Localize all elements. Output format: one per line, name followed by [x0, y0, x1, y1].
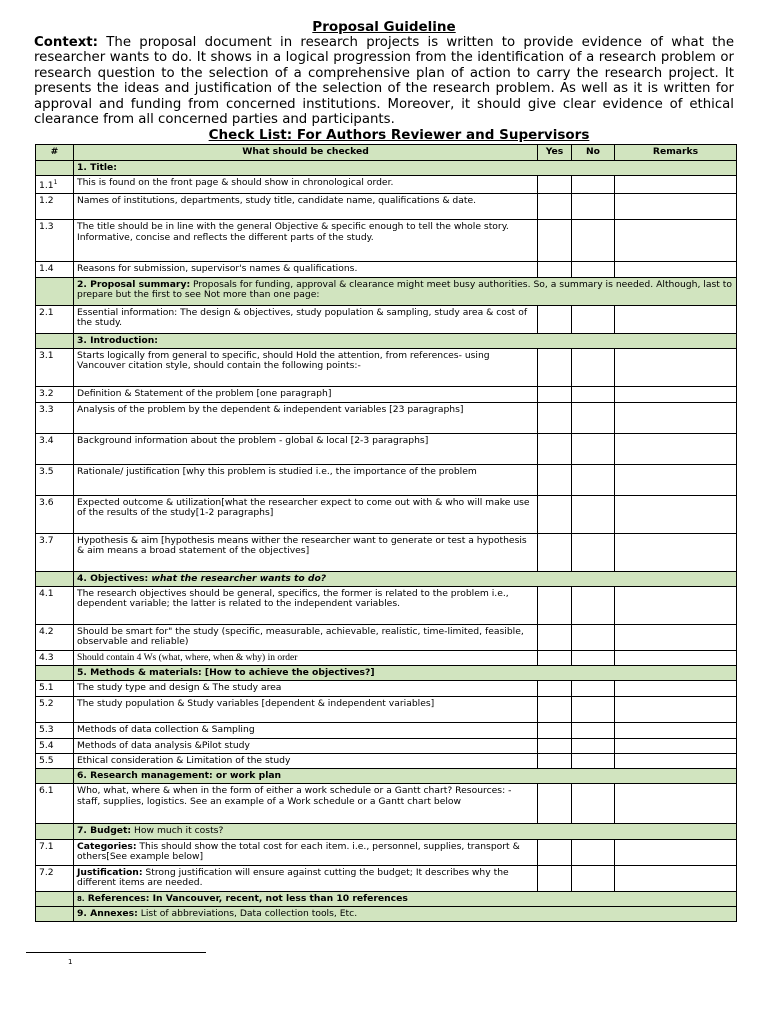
header-yes: Yes: [538, 145, 572, 161]
row-text: Rationale/ justification [why this problem is studied i.e., the importance of the problem: [74, 464, 538, 495]
row-text: Starts logically from general to specific, should Hold the attention, from references- using Vancouver citation style, should contain the following points:-: [74, 348, 538, 386]
no-cell[interactable]: [572, 194, 615, 220]
no-cell[interactable]: [572, 220, 615, 262]
no-cell[interactable]: [572, 625, 615, 651]
no-cell[interactable]: [572, 433, 615, 464]
no-cell[interactable]: [572, 533, 615, 571]
table-header-row: [36, 145, 737, 161]
table-row: [36, 305, 737, 333]
no-cell[interactable]: [572, 495, 615, 533]
section-row: [36, 666, 737, 681]
row-number: 3.7: [36, 533, 74, 571]
row-text: Ethical consideration & Limitation of the study: [74, 753, 538, 768]
yes-cell[interactable]: [538, 625, 572, 651]
no-cell[interactable]: [572, 262, 615, 277]
row-number: 2.1: [36, 305, 74, 333]
no-cell[interactable]: [572, 587, 615, 625]
table-row: [36, 784, 737, 824]
section-row: [36, 161, 737, 176]
context-label: Context:: [34, 35, 98, 50]
row-number: 7.2: [36, 865, 74, 891]
row-text: Reasons for submission, supervisor's names & qualifications.: [74, 262, 538, 277]
yes-cell[interactable]: [538, 533, 572, 571]
remarks-cell[interactable]: [615, 587, 737, 625]
row-text: The study type and design & The study area: [74, 681, 538, 697]
row-number: 4.2: [36, 625, 74, 651]
remarks-cell[interactable]: [615, 681, 737, 697]
row-number: 5.4: [36, 738, 74, 753]
row-text: Who, what, where & when in the form of either a work schedule or a Gantt chart? Resources: - staff, supplies, logistics. See an example of a Work schedule or a Gantt chart below: [74, 784, 538, 824]
remarks-cell[interactable]: [615, 723, 737, 738]
row-text: Definition & Statement of the problem [one paragraph]: [74, 386, 538, 402]
row-number: 3.1: [36, 348, 74, 386]
row-text: Methods of data collection & Sampling: [74, 723, 538, 738]
yes-cell[interactable]: [538, 176, 572, 194]
table-row: [36, 464, 737, 495]
header-no: No: [572, 145, 615, 161]
yes-cell[interactable]: [538, 839, 572, 865]
section-row: [36, 891, 737, 906]
checklist-table: [35, 144, 737, 922]
header-remarks: Remarks: [615, 145, 737, 161]
table-row: [36, 681, 737, 697]
remarks-cell[interactable]: [615, 533, 737, 571]
remarks-cell[interactable]: [615, 348, 737, 386]
row-text: Categories: This should show the total cost for each item. i.e., personnel, supplies, transport & others[See example below]: [74, 839, 538, 865]
table-row: [36, 723, 737, 738]
context-text: The proposal document in research projects is written to provide evidence of what the researcher wants to do. It shows in a logical progression from the identification of a research problem or research question to the selection of a comprehensive plan of action to carry the research project. It presents the ideas and justification of the selection of the research problem. As well as it is written for approval and funding from concerned institutions. Moreover, it should give clear evidence of ethical clearance from all concerned parties and participants.: [34, 35, 734, 128]
no-cell[interactable]: [572, 305, 615, 333]
yes-cell[interactable]: [538, 784, 572, 824]
row-text: The study population & Study variables [dependent & independent variables]: [74, 697, 538, 723]
remarks-cell[interactable]: [615, 495, 737, 533]
yes-cell[interactable]: [538, 697, 572, 723]
remarks-cell[interactable]: [615, 464, 737, 495]
table-row: [36, 176, 737, 194]
table-row: [36, 194, 737, 220]
section-title: 7. Budget: How much it costs?: [74, 824, 737, 839]
table-row: [36, 697, 737, 723]
row-number: 5.5: [36, 753, 74, 768]
table-row: [36, 220, 737, 262]
no-cell[interactable]: [572, 839, 615, 865]
section-title: 5. Methods & materials: [How to achieve the objectives?]: [74, 666, 737, 681]
no-cell[interactable]: [572, 464, 615, 495]
section-row: [36, 333, 737, 348]
section-title: 6. Research management: or work plan: [74, 769, 737, 784]
row-number: 7.1: [36, 839, 74, 865]
table-row: [36, 495, 737, 533]
row-number: 3.6: [36, 495, 74, 533]
table-row: [36, 433, 737, 464]
section-row: [36, 824, 737, 839]
no-cell[interactable]: [572, 348, 615, 386]
section-row: [36, 277, 737, 305]
row-number: 1.2: [36, 194, 74, 220]
remarks-cell[interactable]: [615, 784, 737, 824]
remarks-cell[interactable]: [615, 402, 737, 433]
table-row: [36, 753, 737, 768]
section-title: 4. Objectives: what the researcher wants to do?: [74, 571, 737, 586]
row-text: Analysis of the problem by the dependent & independent variables [23 paragraphs]: [74, 402, 538, 433]
yes-cell[interactable]: [538, 651, 572, 666]
no-cell[interactable]: [572, 386, 615, 402]
table-row: [36, 865, 737, 891]
remarks-cell[interactable]: [615, 386, 737, 402]
section-row: [36, 769, 737, 784]
table-row: [36, 839, 737, 865]
section-row: [36, 906, 737, 921]
remarks-cell[interactable]: [615, 305, 737, 333]
remarks-cell[interactable]: [615, 753, 737, 768]
row-number: 4.1: [36, 587, 74, 625]
section-title: 9. Annexes: List of abbreviations, Data collection tools, Etc.: [74, 906, 737, 921]
section-title: 3. Introduction:: [74, 333, 737, 348]
footnote-divider: [26, 952, 206, 953]
row-number: 3.2: [36, 386, 74, 402]
row-text: The research objectives should be general, specifics, the former is related to the problem i.e., dependent variable; the latter is related to the independent variables.: [74, 587, 538, 625]
header-num: #: [36, 145, 74, 161]
checklist-title: Check List: For Authors Reviewer and Supervisors: [208, 127, 590, 143]
table-row: [36, 587, 737, 625]
remarks-cell[interactable]: [615, 865, 737, 891]
no-cell[interactable]: [572, 753, 615, 768]
remarks-cell[interactable]: [615, 220, 737, 262]
row-number: 5.2: [36, 697, 74, 723]
row-number: 3.4: [36, 433, 74, 464]
table-row: [36, 386, 737, 402]
row-text: This is found on the front page & should show in chronological order.: [74, 176, 538, 194]
yes-cell[interactable]: [538, 587, 572, 625]
no-cell[interactable]: [572, 681, 615, 697]
remarks-cell[interactable]: [615, 433, 737, 464]
section-row: [36, 571, 737, 586]
no-cell[interactable]: [572, 784, 615, 824]
yes-cell[interactable]: [538, 386, 572, 402]
no-cell[interactable]: [572, 723, 615, 738]
row-text: Hypothesis & aim [hypothesis means wither the researcher want to generate or test a hypothesis & aim means a broad statement of the objectives]: [74, 533, 538, 571]
yes-cell[interactable]: [538, 464, 572, 495]
remarks-cell[interactable]: [615, 194, 737, 220]
remarks-cell[interactable]: [615, 651, 737, 666]
yes-cell[interactable]: [538, 305, 572, 333]
row-number: 3.5: [36, 464, 74, 495]
row-text: Methods of data analysis &Pilot study: [74, 738, 538, 753]
table-row: [36, 262, 737, 277]
remarks-cell[interactable]: [615, 738, 737, 753]
section-title: 1. Title:: [74, 161, 737, 176]
footnote-ref: 1: [53, 179, 58, 187]
remarks-cell[interactable]: [615, 262, 737, 277]
yes-cell[interactable]: [538, 194, 572, 220]
yes-cell[interactable]: [538, 262, 572, 277]
row-text: The title should be in line with the general Objective & specific enough to tell the whole story. Informative, concise and reflects the different parts of the study.: [74, 220, 538, 262]
yes-cell[interactable]: [538, 433, 572, 464]
yes-cell[interactable]: [538, 753, 572, 768]
yes-cell[interactable]: [538, 402, 572, 433]
table-row: [36, 738, 737, 753]
no-cell[interactable]: [572, 738, 615, 753]
page-title: Proposal Guideline: [312, 19, 456, 35]
remarks-cell[interactable]: [615, 176, 737, 194]
table-row: [36, 348, 737, 386]
table-row: [36, 402, 737, 433]
footnote-number: 1: [68, 958, 73, 966]
remarks-cell[interactable]: [615, 625, 737, 651]
row-number: 5.1: [36, 681, 74, 697]
yes-cell[interactable]: [538, 723, 572, 738]
remarks-cell[interactable]: [615, 839, 737, 865]
no-cell[interactable]: [572, 651, 615, 666]
section-title: 8. References: In Vancouver, recent, not less than 10 references: [74, 891, 737, 906]
row-number: 6.1: [36, 784, 74, 824]
row-number: $1.1^1$: [36, 176, 74, 194]
row-number: 5.3: [36, 723, 74, 738]
row-text: Justification: Strong justification will ensure against cutting the budget; It describes why the different items are needed.: [74, 865, 538, 891]
row-number: 3.3: [36, 402, 74, 433]
table-row: [36, 625, 737, 651]
row-text: Names of institutions, departments, study title, candidate name, qualifications & date.: [74, 194, 538, 220]
no-cell[interactable]: [572, 697, 615, 723]
row-text: Should contain 4 Ws (what, where, when & why) in order: [74, 651, 538, 666]
row-text: Background information about the problem - global & local [2-3 paragraphs]: [74, 433, 538, 464]
row-text: Should be smart for" the study (specific, measurable, achievable, realistic, time-limited, feasible, observable and reliable): [74, 625, 538, 651]
row-number: 1.4: [36, 262, 74, 277]
row-text: Essential information: The design & objectives, study population & sampling, study area & cost of the study.: [74, 305, 538, 333]
context-paragraph: [34, 35, 734, 127]
yes-cell[interactable]: [538, 738, 572, 753]
no-cell[interactable]: [572, 402, 615, 433]
remarks-cell[interactable]: [615, 697, 737, 723]
no-cell[interactable]: [572, 176, 615, 194]
yes-cell[interactable]: [538, 681, 572, 697]
row-text: Expected outcome & utilization[what the researcher expect to come out with & who will make use of the results of the study[1-2 paragraphs]: [74, 495, 538, 533]
no-cell[interactable]: [572, 865, 615, 891]
header-what: What should be checked: [74, 145, 538, 161]
yes-cell[interactable]: [538, 220, 572, 262]
section-title: 2. Proposal summary: Proposals for funding, approval & clearance might meet busy authorities. So, a summary is needed. Although, last to prepare but the first to see Not more than one page:: [74, 277, 737, 305]
row-number: 4.3: [36, 651, 74, 666]
table-row: [36, 533, 737, 571]
yes-cell[interactable]: [538, 495, 572, 533]
row-number: 1.3: [36, 220, 74, 262]
yes-cell[interactable]: [538, 865, 572, 891]
table-row: [36, 651, 737, 666]
yes-cell[interactable]: [538, 348, 572, 386]
